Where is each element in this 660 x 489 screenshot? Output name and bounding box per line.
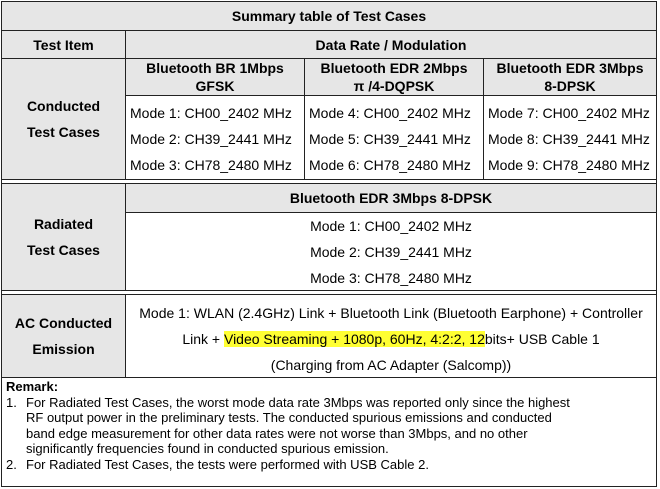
ac-line-3: (Charging from AC Adapter (Salcomp)) xyxy=(270,357,512,373)
radiated-label: Radiated Test Cases xyxy=(2,184,125,290)
list-item: Mode 2: CH39_2441 MHz xyxy=(310,244,472,260)
ac-line-1: Mode 1: WLAN (2.4GHz) Link + Bluetooth Link (Bluetooth Earphone) + Controller xyxy=(139,305,643,321)
radiated-header: Bluetooth EDR 3Mbps 8-DPSK xyxy=(126,184,656,212)
test-case-summary-table xyxy=(1,1,657,487)
column-header-edr-3mbps: Bluetooth EDR 3Mbps 8-DPSK xyxy=(484,59,656,95)
conducted-modes-col3 xyxy=(488,100,656,178)
column-header-br-1mbps: Bluetooth BR 1Mbps GFSK xyxy=(126,59,304,95)
list-item: Mode 9: CH78_2480 MHz xyxy=(488,157,650,173)
radiated-modes xyxy=(126,213,656,291)
list-item: Mode 3: CH78_2480 MHz xyxy=(130,157,292,173)
remark-item: 1. For Radiated Test Cases, the worst mode data rate 3Mbps was reported only since the highest RF output power in the preliminary tests. The conducted spurious emissions and conducted band edge measurement for other data rates were not worse than 3Mbps, and no other significantly frequencies found in conducted spurious emission. xyxy=(6,394,570,457)
conducted-modes-col1 xyxy=(130,100,304,178)
ac-conducted-label: AC Conducted Emission xyxy=(2,295,125,377)
list-item: Mode 1: CH00_2402 MHz xyxy=(130,105,292,121)
list-item: Mode 4: CH00_2402 MHz xyxy=(309,105,471,121)
conducted-label: Conducted Test Cases xyxy=(2,59,125,179)
remark-section xyxy=(6,379,654,473)
remark-item: 2. For Radiated Test Cases, the tests were performed with USB Cable 2. xyxy=(6,456,429,472)
table-title: Summary table of Test Cases xyxy=(2,2,656,30)
list-item: Mode 2: CH39_2441 MHz xyxy=(130,131,292,147)
list-item: Mode 5: CH39_2441 MHz xyxy=(309,131,471,147)
list-item: Mode 8: CH39_2441 MHz xyxy=(488,131,650,147)
ac-conducted-description xyxy=(126,300,656,378)
list-item: Mode 3: CH78_2480 MHz xyxy=(310,270,472,286)
highlighted-text: Video Streaming + 1080p, 60Hz, 4:2:2, 12 xyxy=(223,331,485,347)
header-data-rate: Data Rate / Modulation xyxy=(126,31,656,58)
column-header-edr-2mbps: Bluetooth EDR 2Mbps π /4-DQPSK xyxy=(305,59,483,95)
conducted-modes-col2 xyxy=(309,100,483,178)
list-item: Mode 7: CH00_2402 MHz xyxy=(488,105,650,121)
header-test-item: Test Item xyxy=(2,31,125,58)
list-item: Mode 6: CH78_2480 MHz xyxy=(309,157,471,173)
list-item: Mode 1: CH00_2402 MHz xyxy=(310,218,472,234)
ac-line-2: Link + Video Streaming + 1080p, 60Hz, 4:2:2, 12bits+ USB Cable 1 xyxy=(182,331,600,347)
remark-title: Remark: xyxy=(6,379,59,394)
